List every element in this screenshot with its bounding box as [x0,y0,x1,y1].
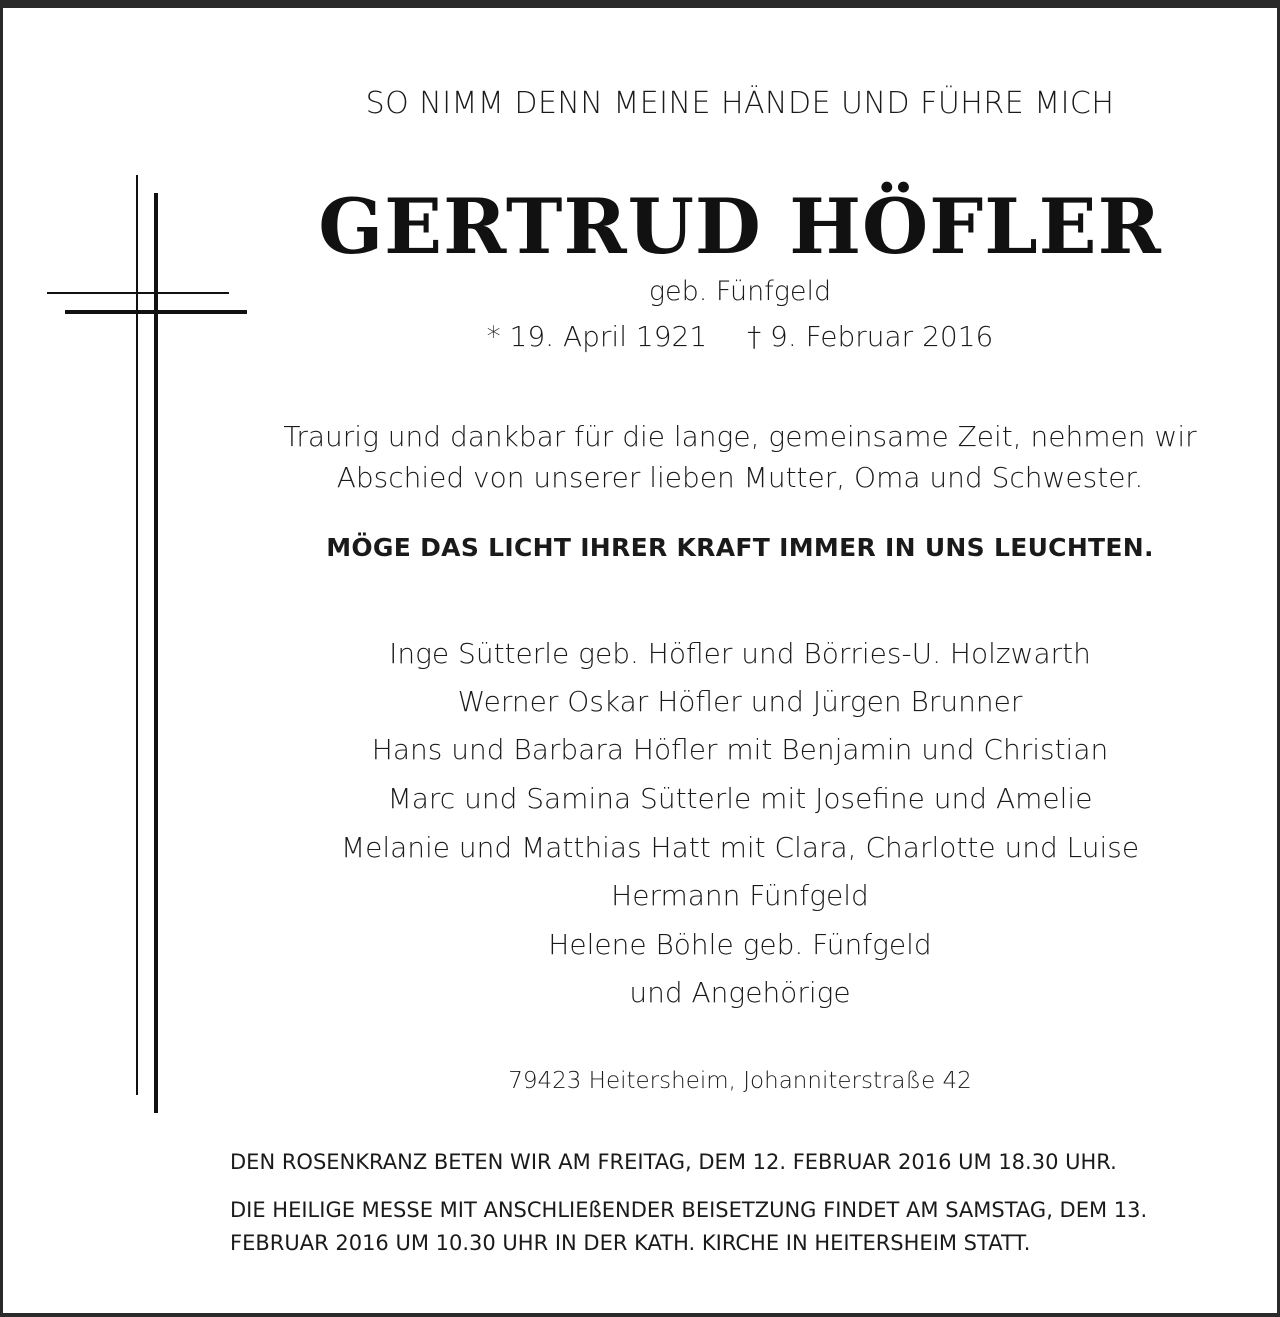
mourner-line: Werner Oskar Höfler und Jürgen Brunner [457,685,1023,718]
birth-date: * 19. April 1921 [486,320,708,353]
death-date: † 9. Februar 2016 [747,320,994,353]
mourner-line: und Angehörige [629,976,851,1009]
rosary-notice: DEN ROSENKRANZ BETEN WIR AM FREITAG, DEM 12. FEBRUAR 2016 UM 18.30 UHR. [230,1150,1117,1174]
mourner-line: Helene Böhle geb. Fünfgeld [548,928,932,961]
wish-statement: MÖGE DAS LICHT IHRER KRAFT IMMER IN UNS LEUCHTEN. [326,533,1154,562]
mourner-line: Inge Sütterle geb. Höfler und Börries-U. Holzwarth [389,637,1091,670]
deceased-name: GERTRUD HÖFLER [318,182,1162,271]
funeral-mass-notice: DIE HEILIGE MESSE MIT ANSCHLIEßENDER BEISETZUNG FINDET AM SAMSTAG, DEM 13. FEBRUAR 2016 UM 10.30 UHR IN DER KATH. KIRCHE IN HEITERSHEIM STATT. [230,1198,1148,1255]
motto: SO NIMM DENN MEINE HÄNDE UND FÜHRE MICH [365,86,1115,121]
life-dates [220,320,1260,353]
message-line-1: Traurig und dankbar für die lange, gemeinsame Zeit, nehmen wir [283,420,1197,453]
mourner-line: Hermann Fünfgeld [611,879,869,912]
address: 79423 Heitersheim, Johanniterstraße 42 [508,1068,972,1094]
mourner-line: Marc und Samina Sütterle mit Josefine und Amelie [387,782,1093,815]
mourner-line: Melanie und Matthias Hatt mit Clara, Charlotte und Luise [340,831,1140,864]
mourner-line: Hans und Barbara Höfler mit Benjamin und Christian [371,733,1109,766]
maiden-name: geb. Fünfgeld [648,276,832,307]
message-line-2: Abschied von unserer lieben Mutter, Oma und Schwester. [336,461,1144,494]
obituary-content [220,0,1260,1317]
